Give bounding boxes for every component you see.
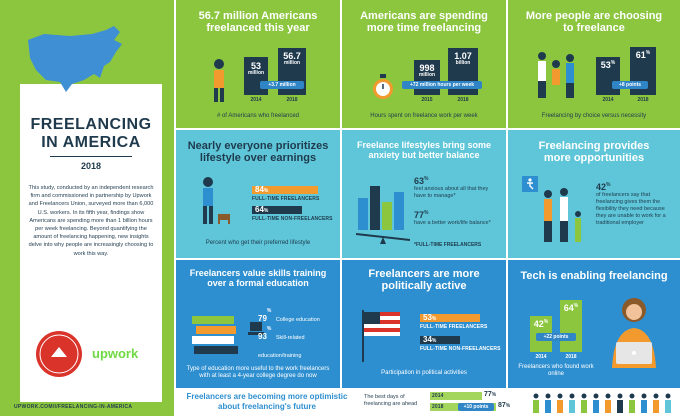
stat-college bbox=[258, 308, 334, 326]
panel-title: Freelancers are becoming more optimistic about freelancing's future bbox=[186, 392, 348, 411]
books-icon bbox=[190, 314, 240, 365]
panel-title: Tech is enabling freelancing bbox=[520, 270, 668, 282]
unit-2018: million bbox=[283, 60, 301, 67]
year-2014: 2014 bbox=[250, 97, 262, 103]
year-2018: 2018 bbox=[565, 354, 577, 360]
year-2018: 2018 bbox=[637, 97, 649, 103]
value-2014 bbox=[596, 61, 620, 70]
panel-title: Freelance lifestyles bring some anxiety but better balance bbox=[356, 140, 492, 161]
percent-sign: % bbox=[610, 60, 616, 66]
flexibility-text: of freelancers say that freelancing gives them the flexibility they need because they are unable to work for a traditional employer bbox=[596, 192, 666, 226]
value-2018-number: 61 bbox=[635, 50, 646, 60]
person-with-dog-icon bbox=[196, 176, 232, 231]
balance-text: have a better work/life balance* bbox=[414, 220, 491, 226]
panel-title: Nearly everyone prioritizes lifestyle over earnings bbox=[187, 140, 329, 165]
percent-sign: % bbox=[424, 176, 429, 182]
value-2014 bbox=[530, 320, 552, 329]
college-value bbox=[258, 308, 272, 323]
panel-caption: Freelancers who found work online bbox=[518, 364, 594, 378]
value-2018 bbox=[498, 402, 510, 409]
percent-sign: % bbox=[263, 188, 269, 194]
year-2018: 2018 bbox=[432, 404, 444, 410]
percent-sign: % bbox=[424, 210, 429, 216]
panel-opportunities bbox=[508, 130, 680, 258]
percent-sign: % bbox=[266, 326, 272, 332]
label-non-freelancers: FULL-TIME NON-FREELANCERS bbox=[420, 346, 501, 352]
panel-optimistic bbox=[176, 390, 680, 416]
panel-politically-active bbox=[342, 260, 506, 388]
bar-2014 bbox=[596, 57, 620, 95]
freelancers-union-seal bbox=[36, 331, 82, 377]
upwork-logo: upwork bbox=[92, 346, 139, 361]
year-2014: 2014 bbox=[432, 393, 444, 399]
percent-sign: % bbox=[606, 182, 611, 188]
seal-icon bbox=[36, 331, 82, 377]
unit-2014: million bbox=[247, 70, 265, 77]
delta-pill: +72 million hours per week bbox=[402, 81, 482, 89]
panel-lifestyle bbox=[176, 130, 340, 258]
person-icon bbox=[208, 58, 230, 109]
delta-pill: +3.7 million bbox=[260, 81, 304, 89]
value-2018-number: 87 bbox=[498, 402, 506, 409]
value-2018 bbox=[630, 51, 656, 60]
panel-caption: Percent who get their preferred lifestyle bbox=[205, 240, 311, 246]
bar-2018 bbox=[560, 300, 582, 352]
value-2018: 1.07 bbox=[454, 51, 472, 61]
bar-2015 bbox=[414, 60, 440, 95]
panel-caption: Participation in political activities bbox=[381, 370, 467, 376]
footnote: *FULL-TIME FREELANCERS bbox=[414, 242, 482, 248]
percent-sign: % bbox=[266, 308, 272, 314]
value-2018 bbox=[560, 304, 582, 313]
flexibility-value-number: 42 bbox=[596, 182, 607, 192]
panel-caption: # of Americans who freelanced bbox=[216, 113, 300, 119]
crowd-icon bbox=[530, 392, 676, 416]
label-freelancers: FULL-TIME FREELANCERS bbox=[252, 196, 320, 202]
value-freelancers-number: 53 bbox=[423, 313, 432, 322]
percent-sign: % bbox=[431, 338, 437, 344]
bar-2014 bbox=[244, 57, 268, 95]
balance-value-number: 77 bbox=[414, 210, 425, 220]
panel-americans-freelanced bbox=[176, 0, 340, 128]
panel-title: Freelancers are more politically active bbox=[368, 268, 480, 293]
value-2014-number: 42 bbox=[533, 319, 544, 329]
us-map-icon bbox=[24, 22, 128, 101]
delta-pill: +10 points bbox=[458, 403, 494, 411]
panel-caption: Freelancing by choice versus necessity bbox=[541, 113, 647, 119]
panel-caption: Hours spent on freelance work per week bbox=[370, 113, 478, 119]
stat-skills bbox=[258, 326, 334, 362]
percent-sign: % bbox=[543, 319, 549, 325]
value-2014: 53 bbox=[250, 61, 261, 71]
title-divider bbox=[50, 156, 132, 157]
city-skyline-icon bbox=[356, 182, 408, 235]
intro-card bbox=[20, 84, 162, 402]
panel-time-freelancing bbox=[342, 0, 506, 128]
college-value-number: 79 bbox=[258, 314, 267, 323]
woman-with-laptop-icon bbox=[602, 296, 666, 373]
panel-title: More people are choosing to freelance bbox=[525, 10, 663, 35]
delta-pill: +22 points bbox=[536, 333, 576, 341]
balance-value bbox=[414, 210, 494, 220]
balance-scale-icon bbox=[356, 230, 410, 249]
accessibility-icon bbox=[522, 176, 538, 197]
value-2015: 998 bbox=[419, 63, 435, 73]
year-2015: 2015 bbox=[421, 97, 433, 103]
report-title bbox=[20, 116, 162, 152]
skills-value bbox=[258, 326, 272, 341]
value-freelancers bbox=[255, 186, 268, 195]
anxious-text: feel anxious about all that they have to manage* bbox=[414, 186, 489, 199]
value-freelancers-number: 84 bbox=[255, 185, 264, 194]
value-freelancers bbox=[423, 314, 436, 323]
college-label: College education bbox=[275, 317, 320, 323]
panel-title: Americans are spending more time freelancing bbox=[360, 10, 488, 35]
report-title-line1: FREELANCING bbox=[30, 116, 152, 133]
skills-value-number: 93 bbox=[258, 332, 267, 341]
panel-title: 56.7 million Americans freelanced this year bbox=[198, 10, 318, 35]
value-2018: 56.7 bbox=[283, 51, 301, 61]
year-2018: 2018 bbox=[286, 97, 298, 103]
optimism-label: The best days of freelancing are ahead bbox=[364, 394, 418, 407]
panel-title: Freelancers value skills training over a formal education bbox=[189, 268, 327, 289]
year-2014: 2014 bbox=[602, 97, 614, 103]
year-2018: 2018 bbox=[457, 97, 469, 103]
stopwatch-icon bbox=[372, 74, 394, 105]
value-non-freelancers-number: 64 bbox=[255, 205, 264, 214]
panel-caption: Type of education more useful to the work freelancers with at least a 4-year college degree do now bbox=[186, 366, 330, 380]
label-non-freelancers: FULL-TIME NON-FREELANCERS bbox=[252, 216, 333, 222]
report-title-line2: IN AMERICA bbox=[41, 134, 141, 151]
skills-label: Skill-related education/training bbox=[258, 335, 305, 359]
anxious-value-number: 63 bbox=[414, 176, 425, 186]
percent-sign: % bbox=[491, 392, 497, 398]
panel-tech-enabling bbox=[508, 260, 680, 388]
unit-2018: billion bbox=[455, 60, 471, 67]
percent-sign: % bbox=[431, 316, 437, 322]
people-group-icon bbox=[534, 50, 582, 105]
stat-balance bbox=[414, 210, 494, 227]
percent-sign: % bbox=[573, 303, 579, 309]
flexibility-value bbox=[596, 182, 672, 192]
panel-choosing-freelance bbox=[508, 0, 680, 128]
value-non-freelancers bbox=[423, 336, 436, 345]
us-flag-icon bbox=[362, 310, 402, 367]
panel-title: Freelancing provides more opportunities bbox=[538, 140, 650, 165]
family-icon bbox=[540, 188, 584, 249]
panel-anxiety-balance bbox=[342, 130, 506, 258]
stat-flexibility bbox=[596, 182, 672, 226]
value-2014 bbox=[484, 391, 496, 398]
value-2014-number: 77 bbox=[484, 391, 492, 398]
year-2014: 2014 bbox=[535, 354, 547, 360]
unit-2015: million bbox=[418, 72, 436, 79]
intro-body: This study, conducted by an independent research firm and commissioned in partnership by Upwork and Freelancers Union, surveyed more than 6,000 U.S. workers. In its fifth year, findings show Americans are spending more than 1 billion hours per week freelancing. Beyond quantifying the amount of freelancing happening, new insights delve into why people are increasingly choosing to work this way. bbox=[28, 185, 154, 257]
report-year: 2018 bbox=[80, 161, 102, 171]
value-non-freelancers-number: 34 bbox=[423, 335, 432, 344]
percent-sign: % bbox=[645, 50, 651, 56]
value-2018-number: 64 bbox=[563, 303, 574, 313]
delta-pill: +8 points bbox=[612, 81, 648, 89]
panel-skills-training bbox=[176, 260, 340, 388]
stat-anxious bbox=[414, 176, 494, 199]
percent-sign: % bbox=[263, 208, 269, 214]
percent-sign: % bbox=[505, 403, 511, 409]
value-non-freelancers bbox=[255, 206, 268, 215]
anxious-value bbox=[414, 176, 494, 186]
footer-url: UPWORK.COM/I/FREELANCING-IN-AMERICA bbox=[14, 404, 133, 410]
label-freelancers: FULL-TIME FREELANCERS bbox=[420, 324, 488, 330]
value-2014-number: 53 bbox=[600, 60, 611, 70]
